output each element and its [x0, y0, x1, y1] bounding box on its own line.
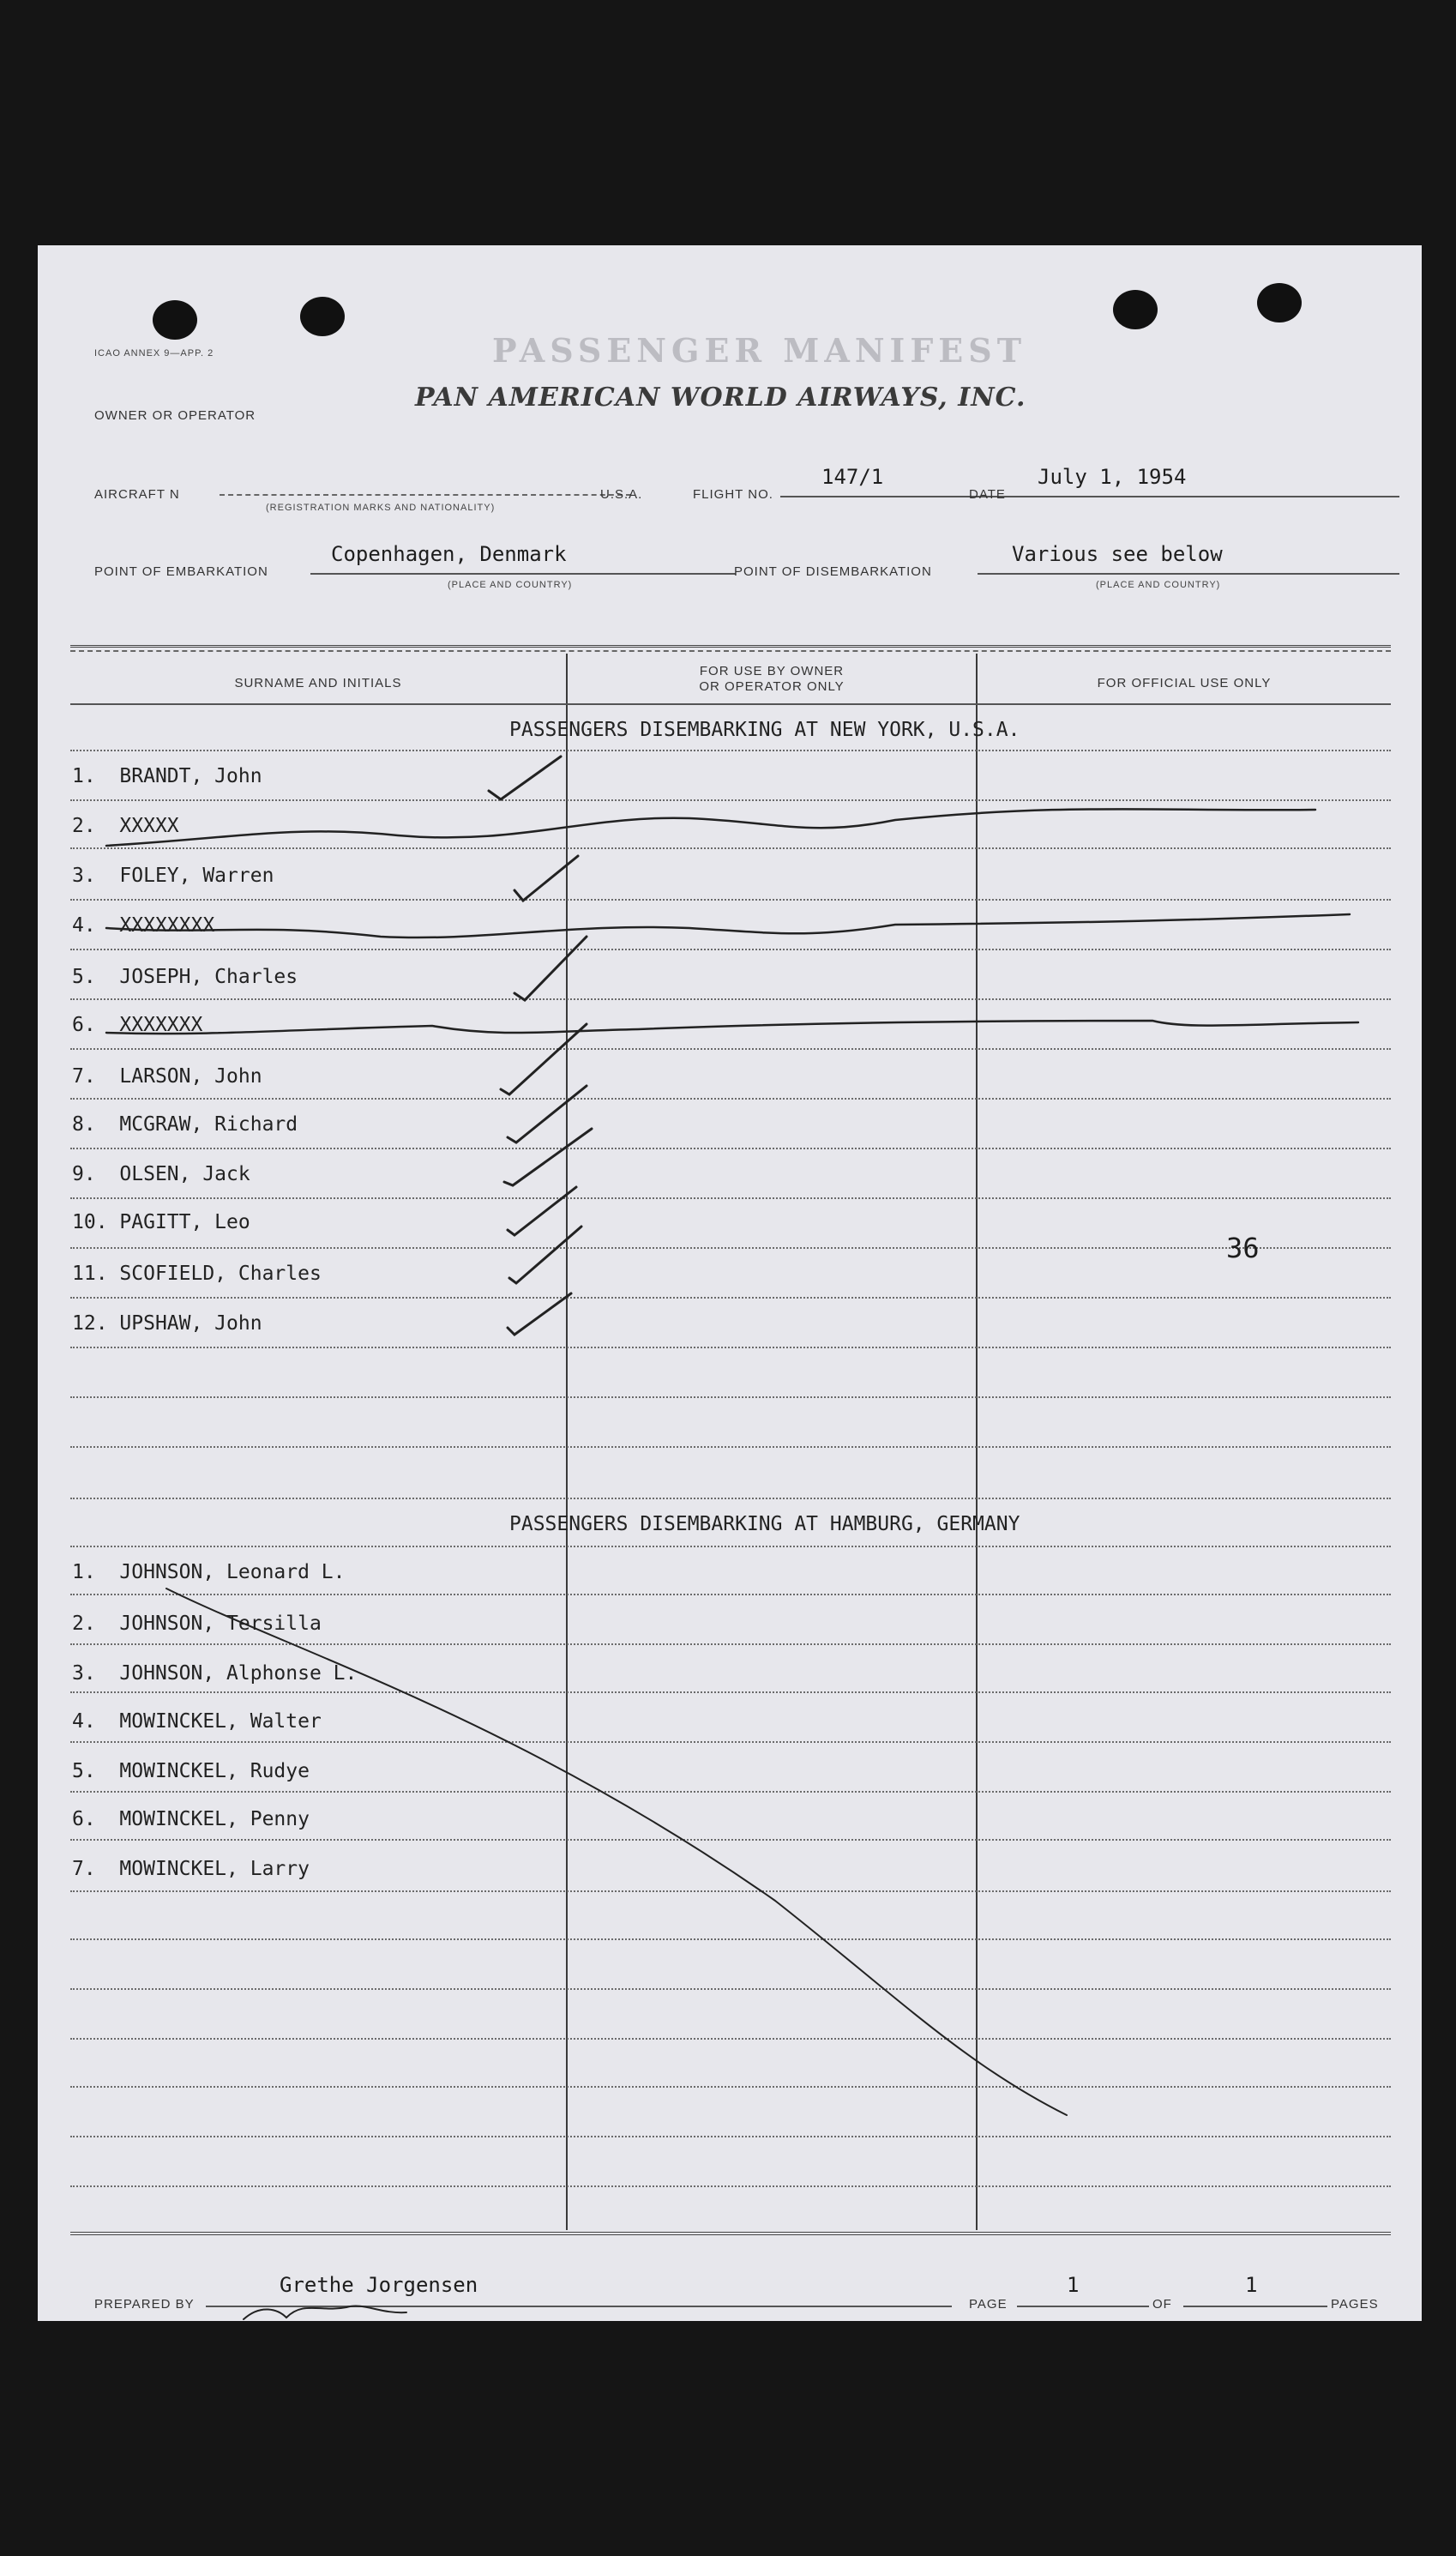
page-label: PAGE: [969, 2297, 1008, 2312]
embarkation-label: POINT OF EMBARKATION: [94, 564, 268, 579]
passenger-name: XXXXX: [119, 815, 179, 837]
check-mark: [501, 1024, 587, 1094]
section-heading-hamburg: PASSENGERS DISEMBARKING AT HAMBURG, GERMANY: [509, 1513, 1020, 1535]
flight-number: 147/1: [821, 465, 884, 489]
col-official: FOR OFFICIAL USE ONLY: [1097, 676, 1272, 690]
flight-date: July 1, 1954: [1038, 465, 1187, 489]
row-number: 9.: [72, 1163, 96, 1185]
strike-line: [106, 914, 1350, 937]
passenger-name: MOWINCKEL, Larry: [119, 1858, 310, 1880]
passenger-name: MOWINCKEL, Penny: [119, 1808, 310, 1830]
check-mark: [504, 1129, 592, 1185]
col-owner-2: OR OPERATOR ONLY: [699, 679, 845, 694]
passenger-name: MCGRAW, Richard: [119, 1113, 298, 1136]
page-total: 1: [1245, 2273, 1258, 2297]
handwritten-marks: [38, 245, 1422, 2321]
disembarkation-label: POINT OF DISEMBARKATION: [734, 564, 932, 579]
check-mark: [508, 1293, 571, 1335]
passenger-name: UPSHAW, John: [119, 1312, 262, 1335]
passenger-name: JOHNSON, Tersilla: [119, 1613, 322, 1635]
passenger-name: JOSEPH, Charles: [119, 966, 298, 988]
strike-line: [106, 809, 1315, 846]
of-label: OF: [1152, 2297, 1172, 2312]
date-label: DATE: [969, 487, 1006, 502]
embark-sub-label: (PLACE AND COUNTRY): [448, 580, 573, 590]
usa-label: U.S.A.: [600, 487, 643, 502]
strike-line: [106, 1021, 1358, 1034]
signature: [244, 2306, 406, 2319]
row-number: 6.: [72, 1014, 96, 1036]
passenger-name: OLSEN, Jack: [119, 1163, 250, 1185]
row-number: 7.: [72, 1065, 96, 1088]
section-heading-new-york: PASSENGERS DISEMBARKING AT NEW YORK, U.S.A.: [509, 719, 1020, 741]
col-surname: SURNAME AND INITIALS: [234, 676, 402, 690]
airline-name: PAN AMERICAN WORLD AIRWAYS, INC.: [415, 383, 1026, 413]
owner-label: OWNER OR OPERATOR: [94, 408, 256, 423]
embarkation-value: Copenhagen, Denmark: [331, 542, 567, 566]
row-number: 3.: [72, 865, 96, 887]
manifest-page: [38, 245, 1422, 2321]
disembarkation-value: Various see below: [1012, 542, 1223, 566]
col-owner-1: FOR USE BY OWNER: [699, 664, 845, 678]
row-number: 4.: [72, 914, 96, 937]
row-number: 5.: [72, 966, 96, 988]
cancel-line: [166, 1588, 1067, 2115]
check-mark: [489, 757, 561, 799]
check-mark: [509, 1227, 581, 1283]
row-number: 1.: [72, 765, 96, 787]
passenger-name: XXXXXXXX: [119, 914, 215, 937]
check-mark: [508, 1187, 576, 1235]
check-mark: [514, 856, 578, 901]
row-number: 10.: [72, 1211, 108, 1233]
prepared-by-label: PREPARED BY: [94, 2297, 195, 2312]
row-number: 6.: [72, 1808, 96, 1830]
prepared-by-name: Grethe Jorgensen: [280, 2273, 478, 2297]
row-number: 4.: [72, 1710, 96, 1733]
form-title: PASSENGER MANIFEST: [492, 331, 1026, 370]
row-number: 7.: [72, 1858, 96, 1880]
row-number: 5.: [72, 1760, 96, 1782]
official-note: 36: [1226, 1232, 1260, 1264]
aircraft-label: AIRCRAFT N: [94, 487, 180, 502]
row-number: 3.: [72, 1662, 96, 1685]
passenger-name: FOLEY, Warren: [119, 865, 274, 887]
row-number: 8.: [72, 1113, 96, 1136]
row-number: 12.: [72, 1312, 108, 1335]
row-number: 2.: [72, 1613, 96, 1635]
pages-label: PAGES: [1331, 2297, 1379, 2312]
check-mark: [514, 937, 587, 1000]
row-number: 2.: [72, 815, 96, 837]
passenger-name: JOHNSON, Leonard L.: [119, 1561, 346, 1583]
aircraft-sub-label: (REGISTRATION MARKS AND NATIONALITY): [266, 503, 496, 513]
disembark-sub-label: (PLACE AND COUNTRY): [1096, 580, 1221, 590]
passenger-name: BRANDT, John: [119, 765, 262, 787]
passenger-name: MOWINCKEL, Rudye: [119, 1760, 310, 1782]
flight-label: FLIGHT NO.: [693, 487, 773, 502]
check-mark: [508, 1086, 587, 1142]
passenger-name: PAGITT, Leo: [119, 1211, 250, 1233]
annex-label: ICAO ANNEX 9—APP. 2: [94, 348, 214, 359]
row-number: 11.: [72, 1263, 108, 1285]
passenger-name: LARSON, John: [119, 1065, 262, 1088]
passenger-name: JOHNSON, Alphonse L.: [119, 1662, 358, 1685]
passenger-name: SCOFIELD, Charles: [119, 1263, 322, 1285]
passenger-name: XXXXXXX: [119, 1014, 203, 1036]
page-number: 1: [1067, 2273, 1080, 2297]
row-number: 1.: [72, 1561, 96, 1583]
passenger-name: MOWINCKEL, Walter: [119, 1710, 322, 1733]
